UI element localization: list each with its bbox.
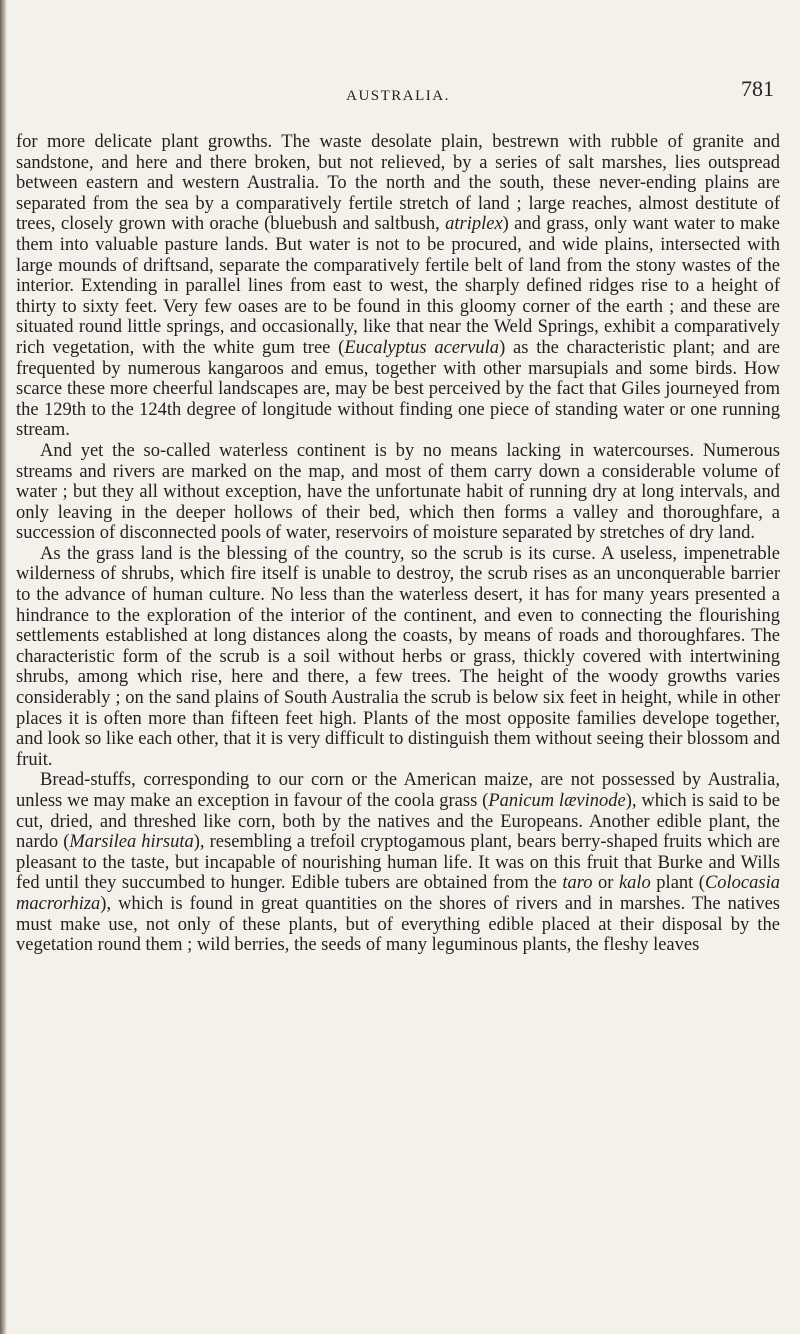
paragraph <box>16 544 780 771</box>
text-run: Bread-stuffs, corresponding to our corn or the American maize, are not possessed by Australia, unless we may make an exception in favour of the coola grass ( <box>16 770 780 811</box>
text-run: As the grass land is the blessing of the country, so the scrub is its curse. A useless, impenetrable wilderness of shrubs, which fire itself is unable to destroy, the scrub rises as an unconquerable barrier to the advance of human culture. No less than the waterless desert, it has for many years presented a hindrance to the exploration of the interior of the continent, and even to connecting the flourishing settlements established at long distances along the coasts, by means of roads and thoroughfares. The characteristic form of the scrub is a soil without herbs or grass, thickly covered with intertwining shrubs, among which rise, here and there, a few trees. The height of the woody growths varies considerably ; on the sand plains of South Australia the scrub is below six feet in height, while in other places it is often more than fifteen feet high. Plants of the most opposite families develope together, and look so like each other, that it is very difficult to distinguish them without seeing their blossom and fruit. <box>16 543 780 770</box>
paragraph <box>16 132 780 441</box>
page-binding-edge <box>0 0 7 1334</box>
paragraph <box>16 770 780 955</box>
page-number: 781 <box>741 76 774 101</box>
text-run: plant ( <box>650 873 705 894</box>
italic-text: kalo <box>618 873 651 894</box>
italic-text: Colocasia macrorhiza <box>16 873 780 914</box>
text-run: or <box>592 873 619 894</box>
italic-text: Panicum lævinode <box>488 791 626 811</box>
page-header <box>16 76 780 112</box>
book-page <box>16 76 780 956</box>
text-run: ) and grass, only want water to make them into valuable pasture lands. But water is not to be procured, and wide plains, intersected with large mounds of driftsand, separate the comparatively fertile belt of land from the stony wastes of the interior. Extending in parallel lines from east to west, the sharply defined ridges rise to a height of thirty to sixty feet. Very few oases are to be found in this gloomy corner of the earth ; and these are situated round little springs, and occasionally, like that near the Weld Springs, exhibit a comparatively rich vegetation, with the white gum tree ( <box>16 214 781 358</box>
text-run: ), resembling a trefoil cryptogamous plant, bears berry-shaped fruits which are pleasant to the taste, but incapable of nourishing human life. It was on this fruit that Burke and Wills fed until they succumbed to hunger. Edible tubers are obtained from the <box>16 832 780 894</box>
running-head: AUSTRALIA. <box>346 88 450 104</box>
italic-text: Eucalyptus acervula <box>344 337 500 358</box>
text-run: ) as the characteristic plant; and are frequented by numerous kangaroos and emus, together with other marsupials and some birds. How scarce these more cheerful landscapes are, may be best perceived by the fact that Giles journeyed from the 129th to the 124th degree of longitude without finding one piece of standing water or one running stream. <box>16 337 780 441</box>
text-run: ), which is said to be cut, dried, and threshed like corn, both by the natives and the Europeans. Another edible plant, the nardo ( <box>16 791 780 853</box>
italic-text: taro <box>562 873 593 894</box>
italic-text: atriplex <box>445 214 503 235</box>
text-run: for more delicate plant growths. The waste desolate plain, bestrewn with rubble of granite and sandstone, and here and there broken, but not relieved, by a series of salt marshes, lies outspread between eastern and western Australia. To the north and the south, these never-ending plains are separated from the sea by a comparatively fertile stretch of land ; large reaches, almost destitute of trees, closely grown with orache (bluebush and saltbush, <box>16 132 780 235</box>
italic-text: Marsilea hirsuta <box>69 832 194 853</box>
body-text <box>16 132 780 956</box>
text-run: ), which is found in great quantities on the shores of rivers and in marshes. The natives must make use, not only of these plants, but of everything edible placed at their disposal by the vegetation round them ; wild berries, the seeds of many leguminous plants, the fleshy leaves <box>16 893 780 956</box>
text-run: And yet the so-called waterless continent is by no means lacking in watercourses. Numerous streams and rivers are marked on the map, and most of them carry down a considerable volume of water ; but they all without exception, have the unfortunate habit of running dry at long intervals, and only leaving in the deeper hollows of their bed, which then forms a valley and thoroughfare, a succession of disconnected pools of water, reservoirs of moisture separated by stretches of dry land. <box>16 440 780 544</box>
paragraph <box>16 441 780 544</box>
